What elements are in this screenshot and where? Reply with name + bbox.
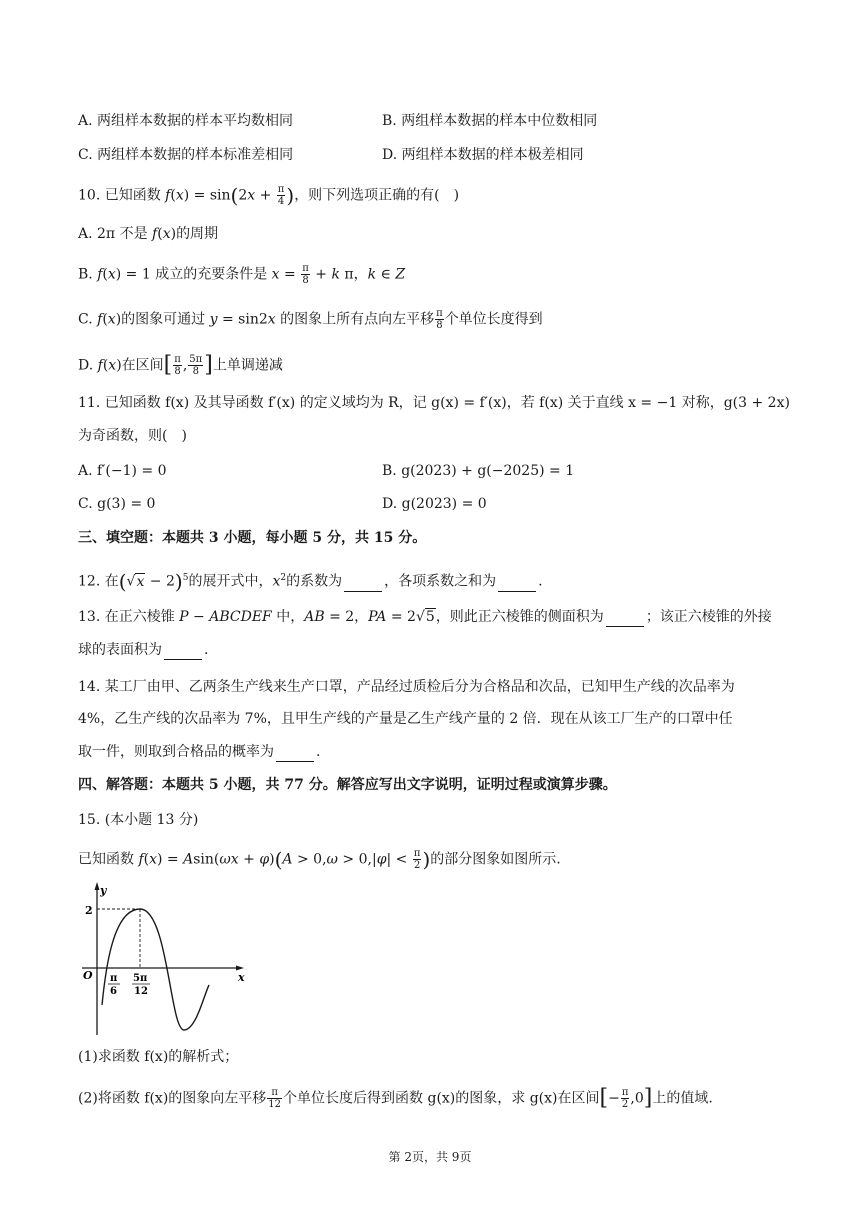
q10-stem: 10. 已知函数 f(x) = sin(2x + $\frac{\pi}{4}$ )，则下列选项正确的有( ): [78, 183, 460, 208]
y-axis-arrow: [95, 882, 100, 890]
q9-option-d: D. 两组样本数据的样本极差相同: [382, 147, 584, 163]
q13-blank-1: [606, 612, 644, 627]
q9-option-a: A. 两组样本数据的样本平均数相同: [78, 113, 294, 129]
q10-option-c: C. f(x)的图象可通过 y = sin2x 的图象上所有点向左平移 $\frac{\pi}{8}$ 个单位长度得到: [78, 308, 543, 331]
q11-stem-line2: 为奇函数，则( ): [78, 428, 187, 444]
q10-option-d: D. f(x)在区间[ $\frac{\pi}{8}$ , $\frac{5\pi}{8}$ ]上单调递减: [78, 352, 283, 378]
section-4-heading: 四、解答题：本题共 5 小题，共 77 分。解答应写出文字说明，证明过程或演算步骤。: [78, 777, 617, 793]
q15-part2: (2)将函数 f(x)的图象向左平移 $\frac{\pi}{12}$ 个单位长度后得到函数 g(x)的图象，求 g(x)在区间[− $\frac{\pi}{2}$ ,0]上的值域.: [78, 1085, 713, 1111]
y-tick-label: 2: [85, 904, 93, 917]
q12-stem: 12. 在$(√x - 2)^5$的展开式中，$x^2$的系数为 ，各项系数之和为 .: [78, 569, 543, 594]
q15-function-graph: [80, 880, 255, 1040]
q13-blank-2: [164, 645, 202, 660]
q10-option-b: B. f(x) = 1 成立的充要条件是 x = $\frac{\pi}{8}$ + k π，k ∈ Z: [78, 263, 406, 286]
q11-option-d: D. g(2023) = 0: [382, 496, 487, 512]
q9-option-c: C. 两组样本数据的样本标准差相同: [78, 147, 294, 163]
sine-curve: [102, 909, 209, 1030]
q14-line2: 4%，乙生产线的次品率为 7%，且甲生产线的产量是乙生产线产量的 2 倍．现在从该工厂生产的口罩中任: [78, 711, 733, 727]
q12-blank-2: [498, 577, 536, 592]
q13-line1: 13. 在正六棱锥 P − ABCDEF 中，AB = 2，PA = 2√5，则此正六棱锥的侧面积为 ；该正六棱锥的外接: [78, 609, 772, 625]
x-axis-arrow: [236, 966, 244, 971]
x-tick1-numerator: π: [110, 973, 118, 984]
x-tick1-denominator: 6: [110, 986, 117, 997]
q15-part1: (1)求函数 f(x)的解析式；: [78, 1049, 239, 1065]
y-axis-label: y: [100, 884, 107, 897]
q11-option-c: C. g(3) = 0: [78, 496, 156, 512]
q11-option-a: A. f′(−1) = 0: [78, 463, 167, 479]
q9-option-b: B. 两组样本数据的样本中位数相同: [382, 113, 598, 129]
x-tick2-numerator: 5π: [133, 973, 148, 984]
page-footer: 第 2页，共 9页: [388, 1150, 472, 1164]
q14-blank: [276, 747, 314, 762]
x-tick2-denominator: 12: [134, 986, 148, 997]
q15-stem: 已知函数 f(x) = Asin(ωx + φ)(A > 0,ω > 0,|φ| < $\frac{\pi}{2}$ )的部分图象如图所示.: [78, 847, 561, 872]
q14-line3: 取一件，则取到合格品的概率为 .: [78, 744, 321, 760]
q15-header: 15. (本小题 13 分): [78, 812, 199, 828]
q13-line2: 球的表面积为 .: [78, 642, 209, 658]
q11-option-b: B. g(2023) + g(−2025) = 1: [382, 463, 575, 479]
origin-label: O: [83, 969, 93, 982]
q10-option-a: A. 2π 不是 f(x)的周期: [78, 226, 219, 242]
x-axis-label: x: [238, 971, 245, 984]
q12-blank-1: [344, 577, 382, 592]
q14-line1: 14. 某工厂由甲、乙两条生产线来生产口罩，产品经过质检后分为合格品和次品，已知甲生产线的次品率为: [78, 679, 735, 695]
section-3-heading: 三、填空题：本题共 3 小题，每小题 5 分，共 15 分。: [78, 530, 427, 546]
q11-stem-line1: 11. 已知函数 f(x) 及其导函数 f′(x) 的定义域均为 R，记 g(x) = f′(x)，若 f(x) 关于直线 x = −1 对称，g(3 + 2x): [78, 395, 790, 411]
